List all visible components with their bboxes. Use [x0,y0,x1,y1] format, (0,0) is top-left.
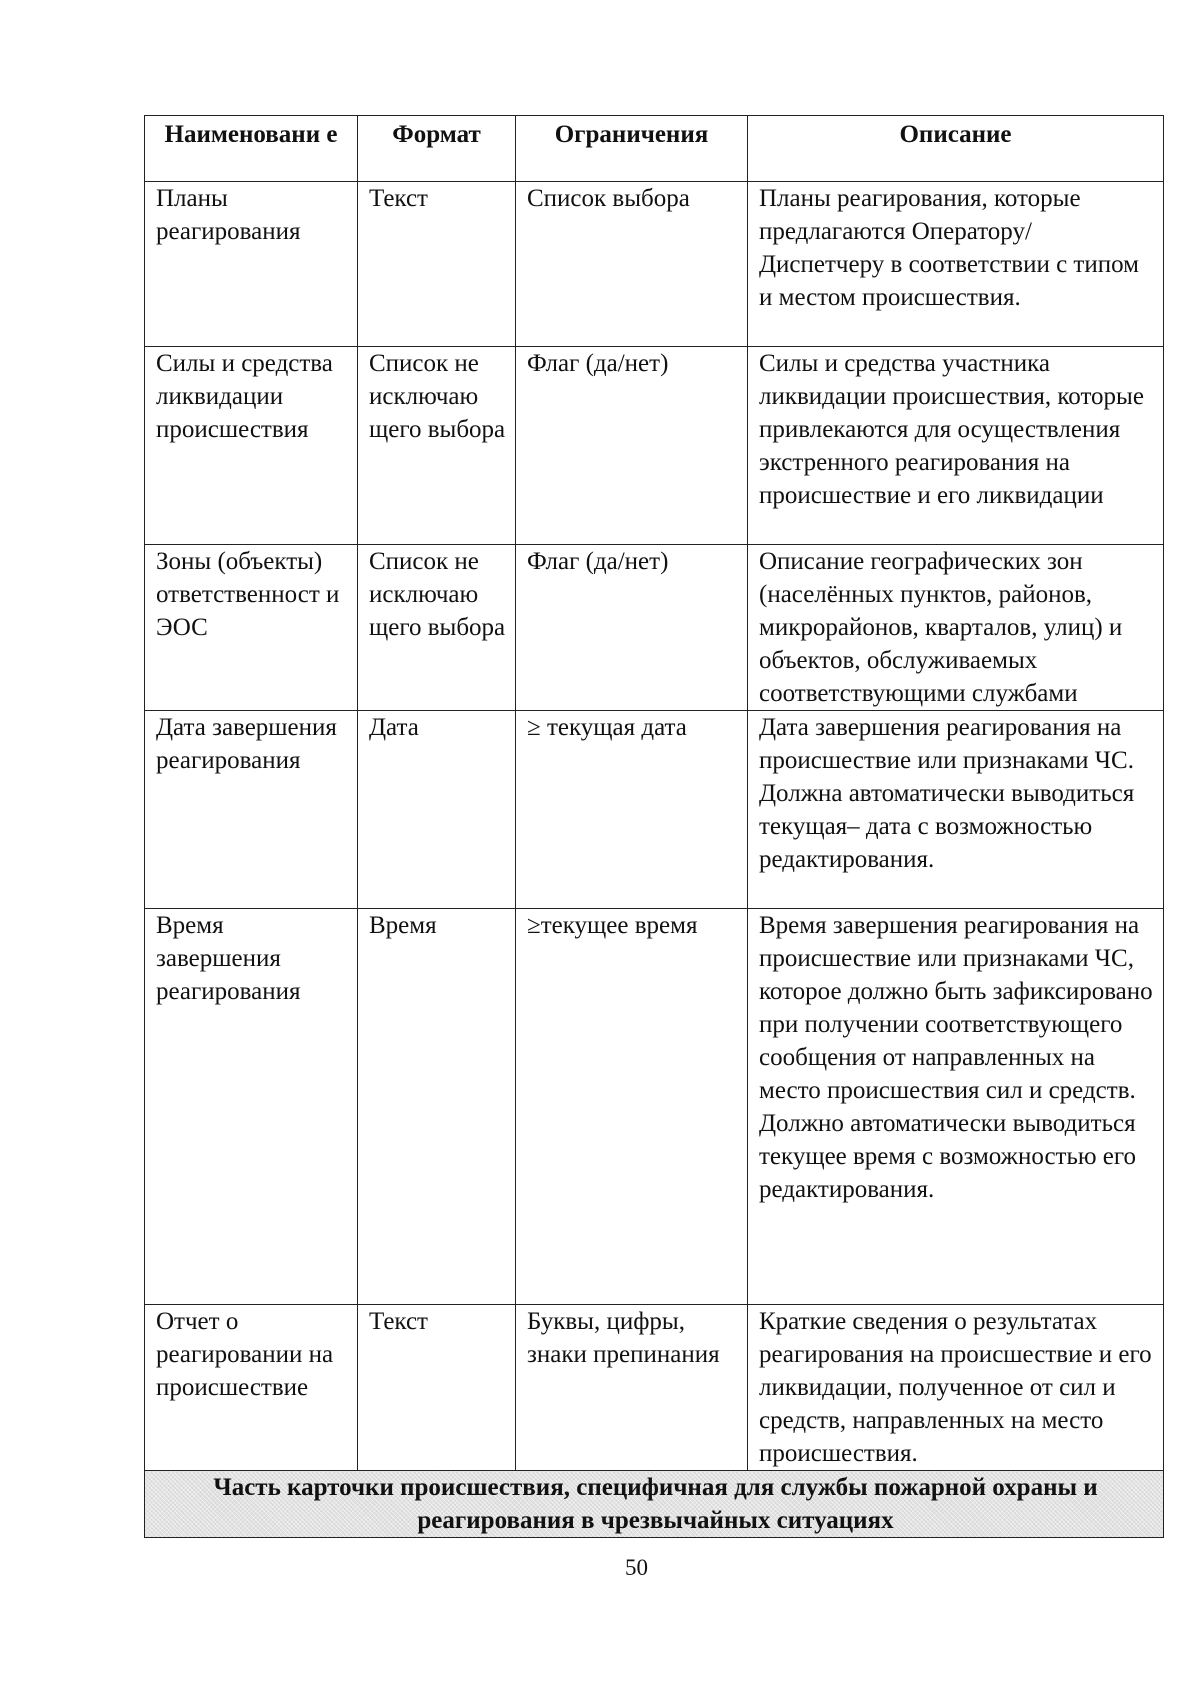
cell-description: Время завершения реагирования на происшествие или признаками ЧС, которое должно быть зафиксировано при получении соответствующего сообщения от направленных на место происшествия сил и средств. Должно автоматически выводиться текущее время с возможностью его редактирования. [748,909,1164,1305]
table-row [145,909,1164,1305]
cell-name: Силы и средства ликвидации происшествия [145,347,358,545]
cell-name: Планы реагирования [145,182,358,347]
table-header-row [145,116,1164,182]
table-row [145,1305,1164,1471]
cell-name: Отчет о реагировании на происшествие [145,1305,358,1471]
section-heading-row [145,1471,1164,1538]
cell-format: Дата [358,711,516,909]
cell-format: Текст [358,182,516,347]
table-row [145,711,1164,909]
cell-name: Дата завершения реагирования [145,711,358,909]
cell-restriction: Буквы, цифры, знаки препинания [516,1305,748,1471]
cell-restriction: ≥текущее время [516,909,748,1305]
cell-restriction: Флаг (да/нет) [516,545,748,711]
cell-format: Список не исключаю щего выбора [358,545,516,711]
table-row [145,182,1164,347]
header-description: Описание [748,116,1164,182]
header-format: Формат [358,116,516,182]
cell-description: Силы и средства участника ликвидации происшествия, которые привлекаются для осуществления экстренного реагирования на происшествие и его ликвидации [748,347,1164,545]
cell-description: Планы реагирования, которые предлагаются Оператору/Диспетчеру в соответствии с типом и местом происшествия. [748,182,1164,347]
cell-format: Время [358,909,516,1305]
cell-restriction: ≥ текущая дата [516,711,748,909]
cell-description: Описание географических зон (населённых пунктов, районов, микрорайонов, кварталов, улиц) и объектов, обслуживаемых соответствующими службами [748,545,1164,711]
cell-name: Время завершения реагирования [145,909,358,1305]
page-number: 50 [625,1555,648,1580]
header-name: Наименовани е [145,116,358,182]
cell-format: Список не исключаю щего выбора [358,347,516,545]
specification-table [144,115,1164,1538]
cell-name: Зоны (объекты) ответственност и ЭОС [145,545,358,711]
cell-restriction: Флаг (да/нет) [516,347,748,545]
cell-description: Дата завершения реагирования на происшествие или признаками ЧС. Должна автоматически выводиться текущая– дата с возможностью редактирования. [748,711,1164,909]
header-restrictions: Ограничения [516,116,748,182]
cell-restriction: Список выбора [516,182,748,347]
cell-format: Текст [358,1305,516,1471]
cell-description: Краткие сведения о результатах реагирования на происшествие и его ликвидации, полученное от сил и средств, направленных на место происшествия. [748,1305,1164,1471]
table-row [145,347,1164,545]
table-row [145,545,1164,711]
section-heading: Часть карточки происшествия, специфичная для службы пожарной охраны и реагирования в чрезвычайных ситуациях [145,1471,1164,1538]
